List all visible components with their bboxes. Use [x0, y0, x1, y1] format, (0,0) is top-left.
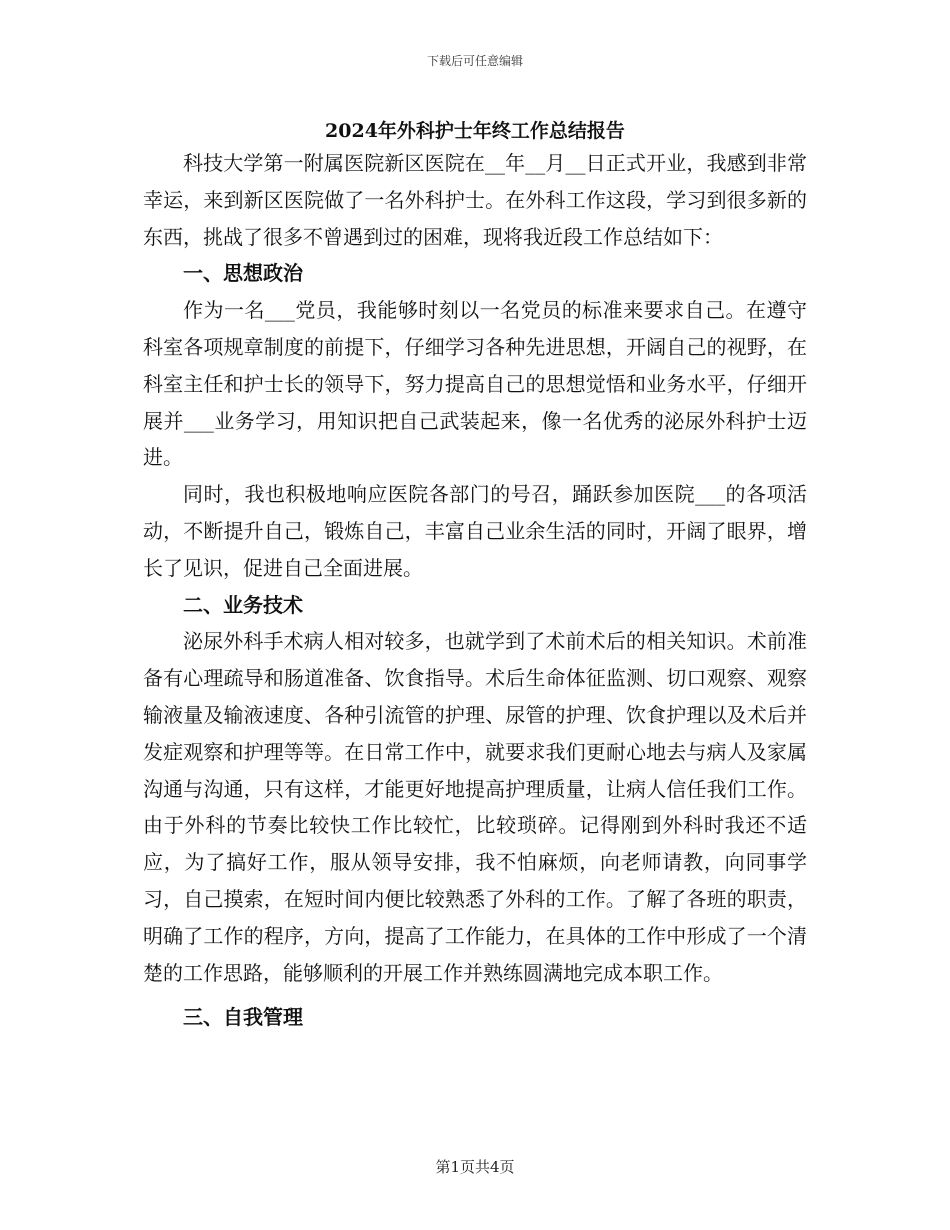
- document-title: 2024年外科护士年终工作总结报告: [325, 120, 625, 142]
- intro-paragraph: 科技大学第一附属医院新区医院在__年__月__日正式开业，我感到非常幸运，来到新区医院做了一名外科护士。在外科工作这段，学习到很多新的东西，挑战了很多不曾遇到过的困难，现将我近段工作总结如下：: [143, 151, 807, 249]
- skills-paragraph-1: 泌尿外科手术病人相对较多，也就学到了术前术后的相关知识。术前准备有心理疏导和肠道准备、饮食指导。术后生命体征监测、切口观察、观察输液量及输液速度、各种引流管的护理、尿管的护理、饮食护理以及术后并发症观察和护理等等。在日常工作中，就要求我们更耐心地去与病人及家属沟通与沟通，只有这样，才能更好地提高护理质量，让病人信任我们工作。由于外科的节奏比较快工作比较忙，比较琐碎。记得刚到外科时我还不适应，为了搞好工作，服从领导安排，我不怕麻烦，向老师请教，向同事学习，自己摸索，在短时间内便比较熟悉了外科的工作。了解了各班的职责，明确了工作的程序，方向，提高了工作能力，在具体的工作中形成了一个清楚的工作思路，能够顺利的开展工作并熟练圆满地完成本职工作。: [143, 629, 807, 985]
- header-note: 下载后可任意编辑: [426, 54, 523, 68]
- page-number: 第1页共4页: [435, 1158, 515, 1176]
- section-heading-self-management: 三、自我管理: [183, 1005, 303, 1030]
- politics-paragraph-2: 同时，我也积极地响应医院各部门的号召，踊跃参加医院___的各项活动，不断提升自己，锻炼自己，丰富自己业余生活的同时，开阔了眼界，增长了见识，促进自己全面进展。: [143, 482, 807, 580]
- section-heading-skills: 二、业务技术: [183, 592, 303, 617]
- document-body: [143, 145, 807, 1036]
- section-heading-politics: 一、思想政治: [183, 261, 303, 286]
- politics-paragraph-1: 作为一名___党员，我能够时刻以一名党员的标准来要求自己。在遵守科室各项规章制度的前提下，仔细学习各种先进思想，开阔自己的视野，在科室主任和护士长的领导下，努力提高自己的思想觉悟和业务水平，仔细开展并___业务学习，用知识把自己武装起来，像一名优秀的泌尿外科护士迈进。: [143, 298, 807, 470]
